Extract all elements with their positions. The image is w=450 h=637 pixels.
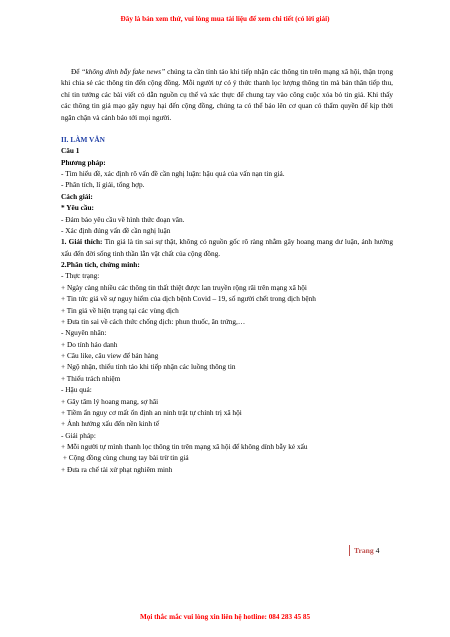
method-label: Phương pháp: [61,157,106,167]
page-number [349,545,379,556]
document-body [61,66,393,475]
section-title: II. LÀM VĂN [61,134,105,144]
list-item: + Cộng đồng cùng chung tay bài trừ tin giả [61,453,189,463]
list-item: + Thiếu trách nhiệm [61,373,121,383]
requirements-label: * Yêu cầu: [61,203,94,213]
intro-rest: chúng ta cần tỉnh táo khi tiếp nhận các thông tin trên mạng xã hội, thận trọng khi chia sẻ các thông tin đến cộng đồng. Mỗi người tự có ý thức thanh lọc lượng thông tin mà bản thân tiếp thu, chỉ tin tưởng các bài viết có dẫn nguồn cụ thể và xác thực để chung tay vào công cuộc xóa bỏ tin giả. Khi thấy các thông tin giả mạo gây nguy hại đến cộng đồng, chúng ta có thể báo lên cơ quan có thẩm quyền để kịp thời ngăn chặn và cảnh báo tới mọi người. [61,67,393,122]
requirement-item: - Đảm bảo yêu cầu về hình thức đoạn văn. [61,214,185,224]
page-label: Trang [354,546,374,555]
list-item: + Do tính háo danh [61,339,118,349]
list-item: + Ngộ nhận, thiếu tỉnh táo khi tiếp nhận các luồng thông tin [61,362,236,372]
list-item: + Ngày càng nhiều các thông tin thất thiệt được lan truyền rộng rãi trên mạng xã hội [61,282,307,292]
list-item: + Gây tâm lý hoang mang, sợ hãi [61,396,159,406]
list-item: + Tin tức giả về sự nguy hiểm của dịch bệnh Covid – 19, số người chết trong dịch bệnh [61,294,316,304]
list-item: - Giải pháp: [61,430,96,440]
analysis-label-colon: : [137,260,140,269]
explanation-paragraph [61,236,393,259]
list-item: - Thực trạng: [61,271,100,281]
list-item: + Tin giả về hiện trạng tại các vùng dịch [61,305,179,315]
list-item: + Đưa ra chế tài xử phạt nghiêm minh [61,464,173,474]
hotline-banner: Mọi thắc mắc vui lòng xin liên hệ hotline: 084 283 45 85 [139,613,311,621]
list-item: - Hậu quả: [61,385,92,395]
page-number-value: 4 [375,546,380,555]
intro-italic: “không dính bẫy fake news” [81,67,166,76]
intro-paragraph [61,66,393,123]
solution-label: Cách giải: [61,191,93,201]
intro-lead: Để [71,67,82,76]
list-item: - Nguyên nhân: [61,328,107,338]
analysis-label-text: 2.Phân tích, chứng minh [61,260,138,269]
explanation-text: Tin giả là tin sai sự thật, không có nguồn gốc rõ ràng nhằm gây hoang mang dư luận, ảnh hưởng xấu đến đời sống tinh thần lẫn vật chất của cộng đồng. [61,237,393,258]
list-item: + Mỗi người tự mình thanh lọc thông tin trên mạng xã hội để không dính bẫy kẻ xấu [61,442,308,451]
question-label: Câu 1 [61,146,80,156]
requirement-item: - Xác định đúng vấn đề cần nghị luận [61,225,171,235]
method-item: - Phân tích, lí giải, tổng hợp. [61,180,145,190]
preview-notice-banner: Đây là bản xem thử, vui lòng mua tài liệu để xem chi tiết (có lời giải) [120,15,330,23]
list-item: + Tiềm ẩn nguy cơ mất ổn định an ninh trật tự chính trị xã hội [61,407,242,417]
analysis-label [61,259,393,270]
list-item: + Ảnh hưởng xấu đến nền kinh tế [61,419,160,429]
list-item: + Câu like, câu view để bán hàng [61,351,159,360]
analysis-list [61,270,393,475]
list-item: + Đưa tin sai về cách thức chống dịch: phun thuốc, ăn trứng,… [61,316,246,326]
explanation-label: 1. Giải thích: [61,237,103,247]
method-item: - Tìm hiểu đề, xác định rõ vấn đề cần nghị luận: hậu quả của vấn nạn tin giả. [61,169,285,178]
